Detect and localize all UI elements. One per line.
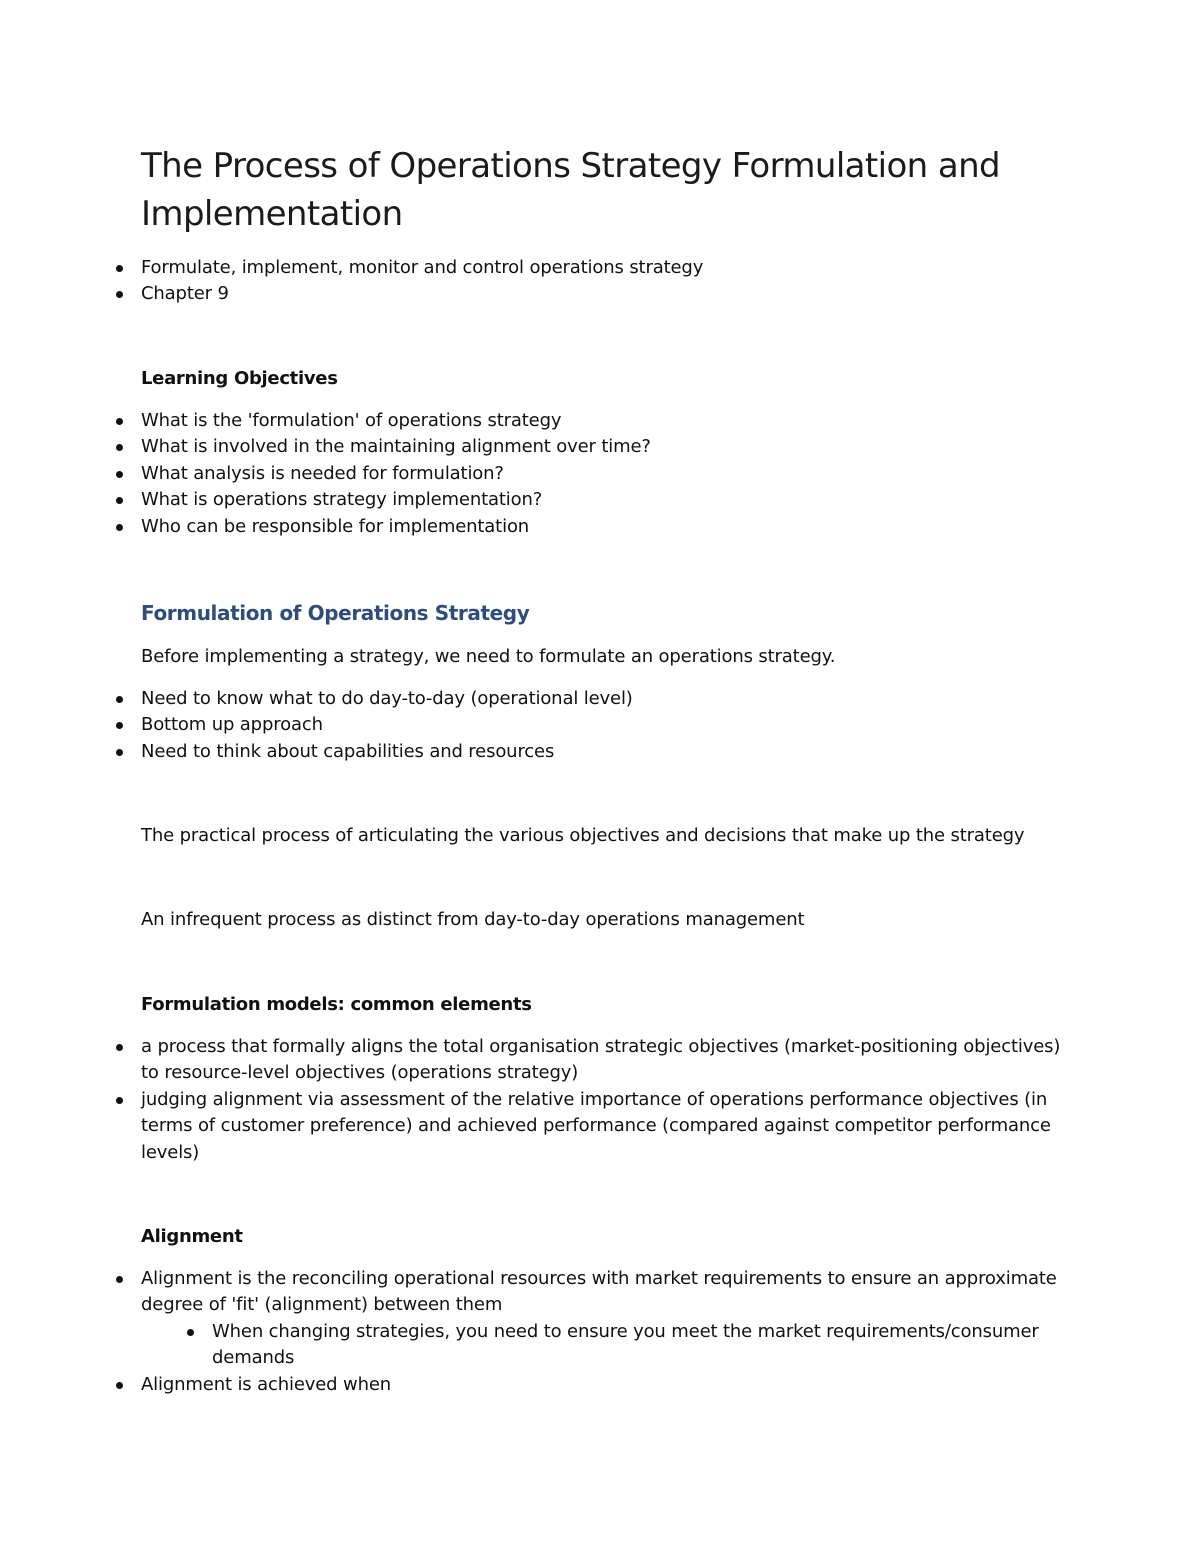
formulation-section-heading: Formulation of Operations Strategy [141,601,530,625]
formulation-intro: Before implementing a strategy, we need to formulate an operations strategy. [141,646,836,667]
list-item: Bottom up approach [0,712,1061,738]
formulation-models-heading: Formulation models: common elements [141,994,532,1015]
list-item: Need to know what to do day-to-day (operational level) [0,686,1061,712]
document-title: The Process of Operations Strategy Formulation and Implementation [141,146,1000,234]
learning-objectives-list [141,408,1061,540]
list-item: a process that formally aligns the total organisation strategic objectives (market-positioning objectives) to resource-level objectives (operations strategy) [0,1034,1061,1087]
list-item: Who can be responsible for implementation [0,514,1061,540]
formulation-paragraph-2: An infrequent process as distinct from day-to-day operations management [141,909,805,930]
list-item: Formulate, implement, monitor and control operations strategy [0,255,1061,281]
list-item: Need to think about capabilities and resources [0,739,1061,765]
formulation-paragraph-1: The practical process of articulating the various objectives and decisions that make up the strategy [141,825,1025,846]
list-item: What is involved in the maintaining alignment over time? [0,434,1061,460]
alignment-list-2 [141,1372,1061,1398]
list-item: judging alignment via assessment of the relative importance of operations performance objectives (in terms of customer preference) and achieved performance (compared against competitor performance levels) [0,1087,1061,1166]
list-item: What is operations strategy implementation? [0,487,1061,513]
list-item: Chapter 9 [0,281,1061,307]
list-item: What is the 'formulation' of operations strategy [0,408,1061,434]
list-item: What analysis is needed for formulation? [0,461,1061,487]
alignment-sublist [141,1319,1061,1372]
list-item: Alignment is achieved when [0,1372,1061,1398]
intro-bullet-list [141,255,1061,308]
learning-objectives-heading: Learning Objectives [141,368,338,389]
formulation-bullet-list [141,686,1061,765]
formulation-models-list [141,1034,1061,1166]
alignment-heading: Alignment [141,1226,243,1247]
list-item: When changing strategies, you need to ensure you meet the market requirements/consumer demands [0,1319,1061,1372]
alignment-list-1 [141,1266,1061,1319]
list-item: Alignment is the reconciling operational resources with market requirements to ensure an approximate degree of 'fit' (alignment) between them [0,1266,1061,1319]
